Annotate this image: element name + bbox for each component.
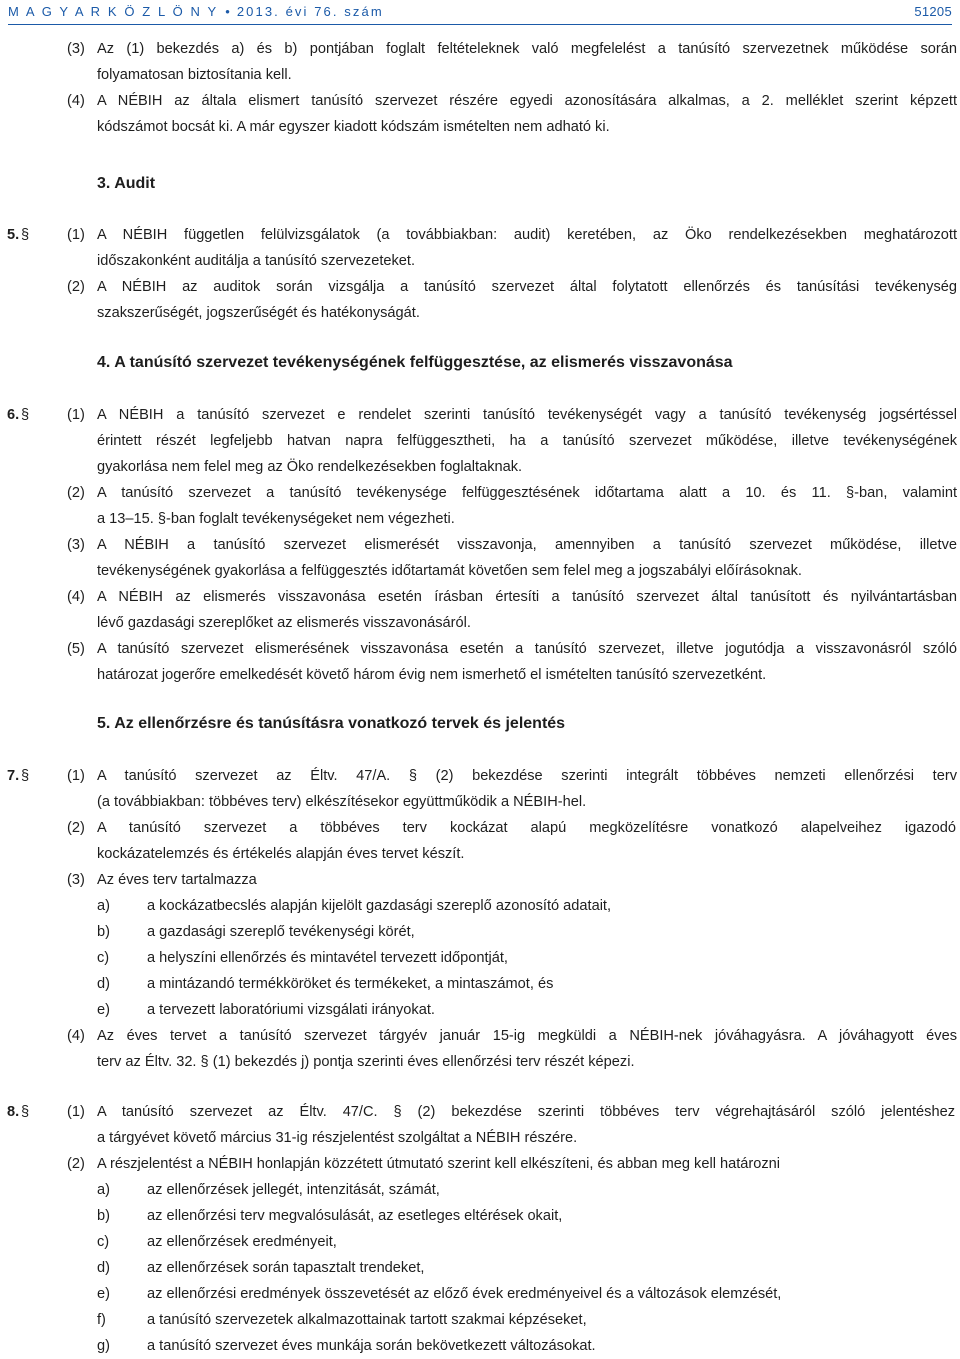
paragraph-number: (1) (67, 227, 85, 243)
page-number: 51205 (914, 3, 952, 19)
paragraph-number: (2) (67, 485, 85, 501)
list-letter: a) (97, 1182, 110, 1198)
text-line: A NÉBIH független felülvizsgálatok (a továbbiakban: audit) keretében, az Öko rendelkezésekben meghatározott (97, 227, 957, 243)
text-line: A NÉBIH a tanúsító szervezet elismerését visszavonja, amennyiben a tanúsító szervezet működése, illetve (97, 537, 957, 553)
issue-label: 2013. évi 76. szám (236, 3, 384, 19)
text-line: határozat jogerőre emelkedését követő három évig nem ismerhető el ismételten tanúsító szervezetként. (97, 667, 767, 683)
text-line: A NÉBIH az elismerés visszavonása esetén írásban értesíti a tanúsító szervezet által tanúsított és nyilvántartásban (97, 589, 957, 605)
text-line: A NÉBIH az általa elismert tanúsító szervezet részére egyedi azonosítására alkalmas, a 2. melléklet szerint képzett (97, 93, 957, 109)
text-line: kódszámot bocsát ki. A már egyszer kiadott kódszám ismételten nem adható ki. (97, 119, 610, 135)
paragraph-number: (5) (67, 641, 85, 657)
paragraph-number: (3) (67, 537, 85, 553)
text-line: A NÉBIH az auditok során vizsgálja a tanúsító szervezet által folytatott ellenőrzés és tanúsítási tevékenység (97, 279, 957, 295)
section-heading: 5. Az ellenőrzésre és tanúsításra vonatkozó tervek és jelentés (97, 715, 566, 732)
list-item: az ellenőrzések eredményeit, (147, 1234, 337, 1250)
text-line: A NÉBIH a tanúsító szervezet e rendelet szerinti tanúsító tevékenységét vagy a tanúsító tevékenység jogsértéssel (97, 407, 957, 423)
list-item: az ellenőrzési terv megvalósulását, az esetleges eltérések okait, (147, 1208, 563, 1224)
text-line: folyamatosan biztosítania kell. (97, 67, 292, 83)
text-line: kockázatelemzés és értékelés alapján éves tervet készít. (97, 846, 465, 862)
list-item: a mintázandó termékköröket és termékeket, a mintaszámot, és (147, 976, 554, 992)
text-line: szakszerűségét, jogszerűségét és hatékonyságát. (97, 305, 420, 321)
list-letter: f) (97, 1312, 106, 1328)
journal-title (8, 4, 384, 19)
text-line: Az éves terv tartalmazza (97, 872, 257, 888)
list-letter: b) (97, 1208, 110, 1224)
text-line: terv az Éltv. 32. § (1) bekezdés j) pontja szerinti éves ellenőrzési terv részét képezi. (97, 1054, 635, 1070)
paragraph-number: (1) (67, 1104, 85, 1120)
text-line: lévő gazdasági szereplőket az elismerés visszavonásáról. (97, 615, 471, 631)
list-letter: b) (97, 924, 110, 940)
text-line: A részjelentést a NÉBIH honlapján közzétett útmutató szerint kell elkészíteni, és abban meg kell határozni (97, 1156, 781, 1172)
section-heading: 3. Audit (97, 175, 156, 192)
section-number: 6. (7, 407, 20, 423)
header-separator: • (225, 3, 230, 19)
list-item: a kockázatbecslés alapján kijelölt gazdasági szereplő azonosító adatait, (147, 898, 612, 914)
list-letter: c) (97, 950, 110, 966)
journal-name: M A G Y A R K Ö Z L Ö N Y (8, 3, 219, 19)
list-item: az ellenőrzési eredmények összevetését az előző évek eredményeivel és a változások elemzését, (147, 1286, 782, 1302)
section-number: 8. (7, 1104, 20, 1120)
paragraph-number: (2) (67, 1156, 85, 1172)
list-letter: g) (97, 1338, 110, 1354)
text-line: A tanúsító szervezet elismerésének visszavonása esetén a tanúsító szervezet, illetve jogutódja a visszavonásról szóló (97, 641, 957, 657)
section-number: 5. (7, 227, 20, 243)
text-line: tevékenységének gyakorlása a felfüggesztés időtartamát követően sem felel meg a jogszabályi előírásoknak. (97, 563, 802, 579)
text-line: időszakonként auditálja a tanúsító szervezeteket. (97, 253, 416, 269)
text-line: gyakorlása nem felel meg az Öko rendelkezésekben foglaltaknak. (97, 459, 523, 475)
text-line: A tanúsító szervezet az Éltv. 47/A. § (2) bekezdése szerinti integrált többéves nemzeti ellenőrzési terv (97, 768, 957, 784)
paragraph-sign: § (21, 227, 30, 243)
paragraph-number: (4) (67, 93, 85, 109)
text-line: (a továbbiakban: többéves terv) elkészítésekor együttműködik a NÉBIH-hel. (97, 794, 587, 810)
page-header (8, 0, 952, 22)
list-item: a tanúsító szervezetek alkalmazottainak tartott szakmai képzéseket, (147, 1312, 587, 1328)
text-line: A tanúsító szervezet a többéves terv kockázat alapú megközelítésre vonatkozó alapelveihez igazodó (97, 820, 956, 836)
paragraph-sign: § (21, 1104, 30, 1120)
list-item: a tanúsító szervezet éves munkája során bekövetkezett változásokat. (147, 1338, 596, 1354)
list-item: a tervezett laboratóriumi vizsgálati irányokat. (147, 1002, 435, 1018)
list-item: az ellenőrzések során tapasztalt trendeket, (147, 1260, 425, 1276)
text-line: A tanúsító szervezet a tanúsító tevékenysége felfüggesztésének időtartama alatt a 10. és 11. §-ban, valamint (97, 485, 957, 501)
list-letter: a) (97, 898, 110, 914)
paragraph-sign: § (21, 407, 30, 423)
header-rule (8, 24, 952, 25)
text-line: a 13–15. §-ban foglalt tevékenységeket nem végezheti. (97, 511, 455, 527)
paragraph-sign: § (21, 768, 30, 784)
paragraph-number: (4) (67, 1028, 85, 1044)
paragraph-number: (1) (67, 768, 85, 784)
paragraph-number: (3) (67, 41, 85, 57)
section-number: 7. (7, 768, 20, 784)
text-line: érintett részét legfeljebb hatvan napra felfüggesztheti, ha a tanúsító szervezet működése, illetve tevékenységének (97, 433, 957, 449)
paragraph-number: (2) (67, 279, 85, 295)
text-line: Az éves tervet a tanúsító szervezet tárgyév január 15-ig megküldi a NÉBIH-nek jóváhagyásra. A jóváhagyott éves (97, 1028, 957, 1044)
paragraph-number: (2) (67, 820, 85, 836)
list-letter: d) (97, 976, 110, 992)
paragraph-number: (3) (67, 872, 85, 888)
paragraph-number: (1) (67, 407, 85, 423)
list-letter: c) (97, 1234, 110, 1250)
list-item: a helyszíni ellenőrzés és mintavétel tervezett időpontját, (147, 950, 508, 966)
list-letter: e) (97, 1002, 110, 1018)
list-item: az ellenőrzések jellegét, intenzitását, számát, (147, 1182, 440, 1198)
section-heading: 4. A tanúsító szervezet tevékenységének felfüggesztése, az elismerés visszavonása (97, 354, 733, 371)
paragraph-number: (4) (67, 589, 85, 605)
list-item: a gazdasági szereplő tevékenységi körét, (147, 924, 415, 940)
text-line: A tanúsító szervezet az Éltv. 47/C. § (2) bekezdése szerinti többéves terv végrehajtásáról szóló jelentéshez (97, 1104, 955, 1120)
text-line: Az (1) bekezdés a) és b) pontjában foglalt feltételeknek való megfelelést a tanúsító szervezetnek működése során (97, 41, 957, 57)
text-line: a tárgyévet követő március 31-ig részjelentést szolgáltat a NÉBIH részére. (97, 1130, 578, 1146)
list-letter: e) (97, 1286, 110, 1302)
list-letter: d) (97, 1260, 110, 1276)
